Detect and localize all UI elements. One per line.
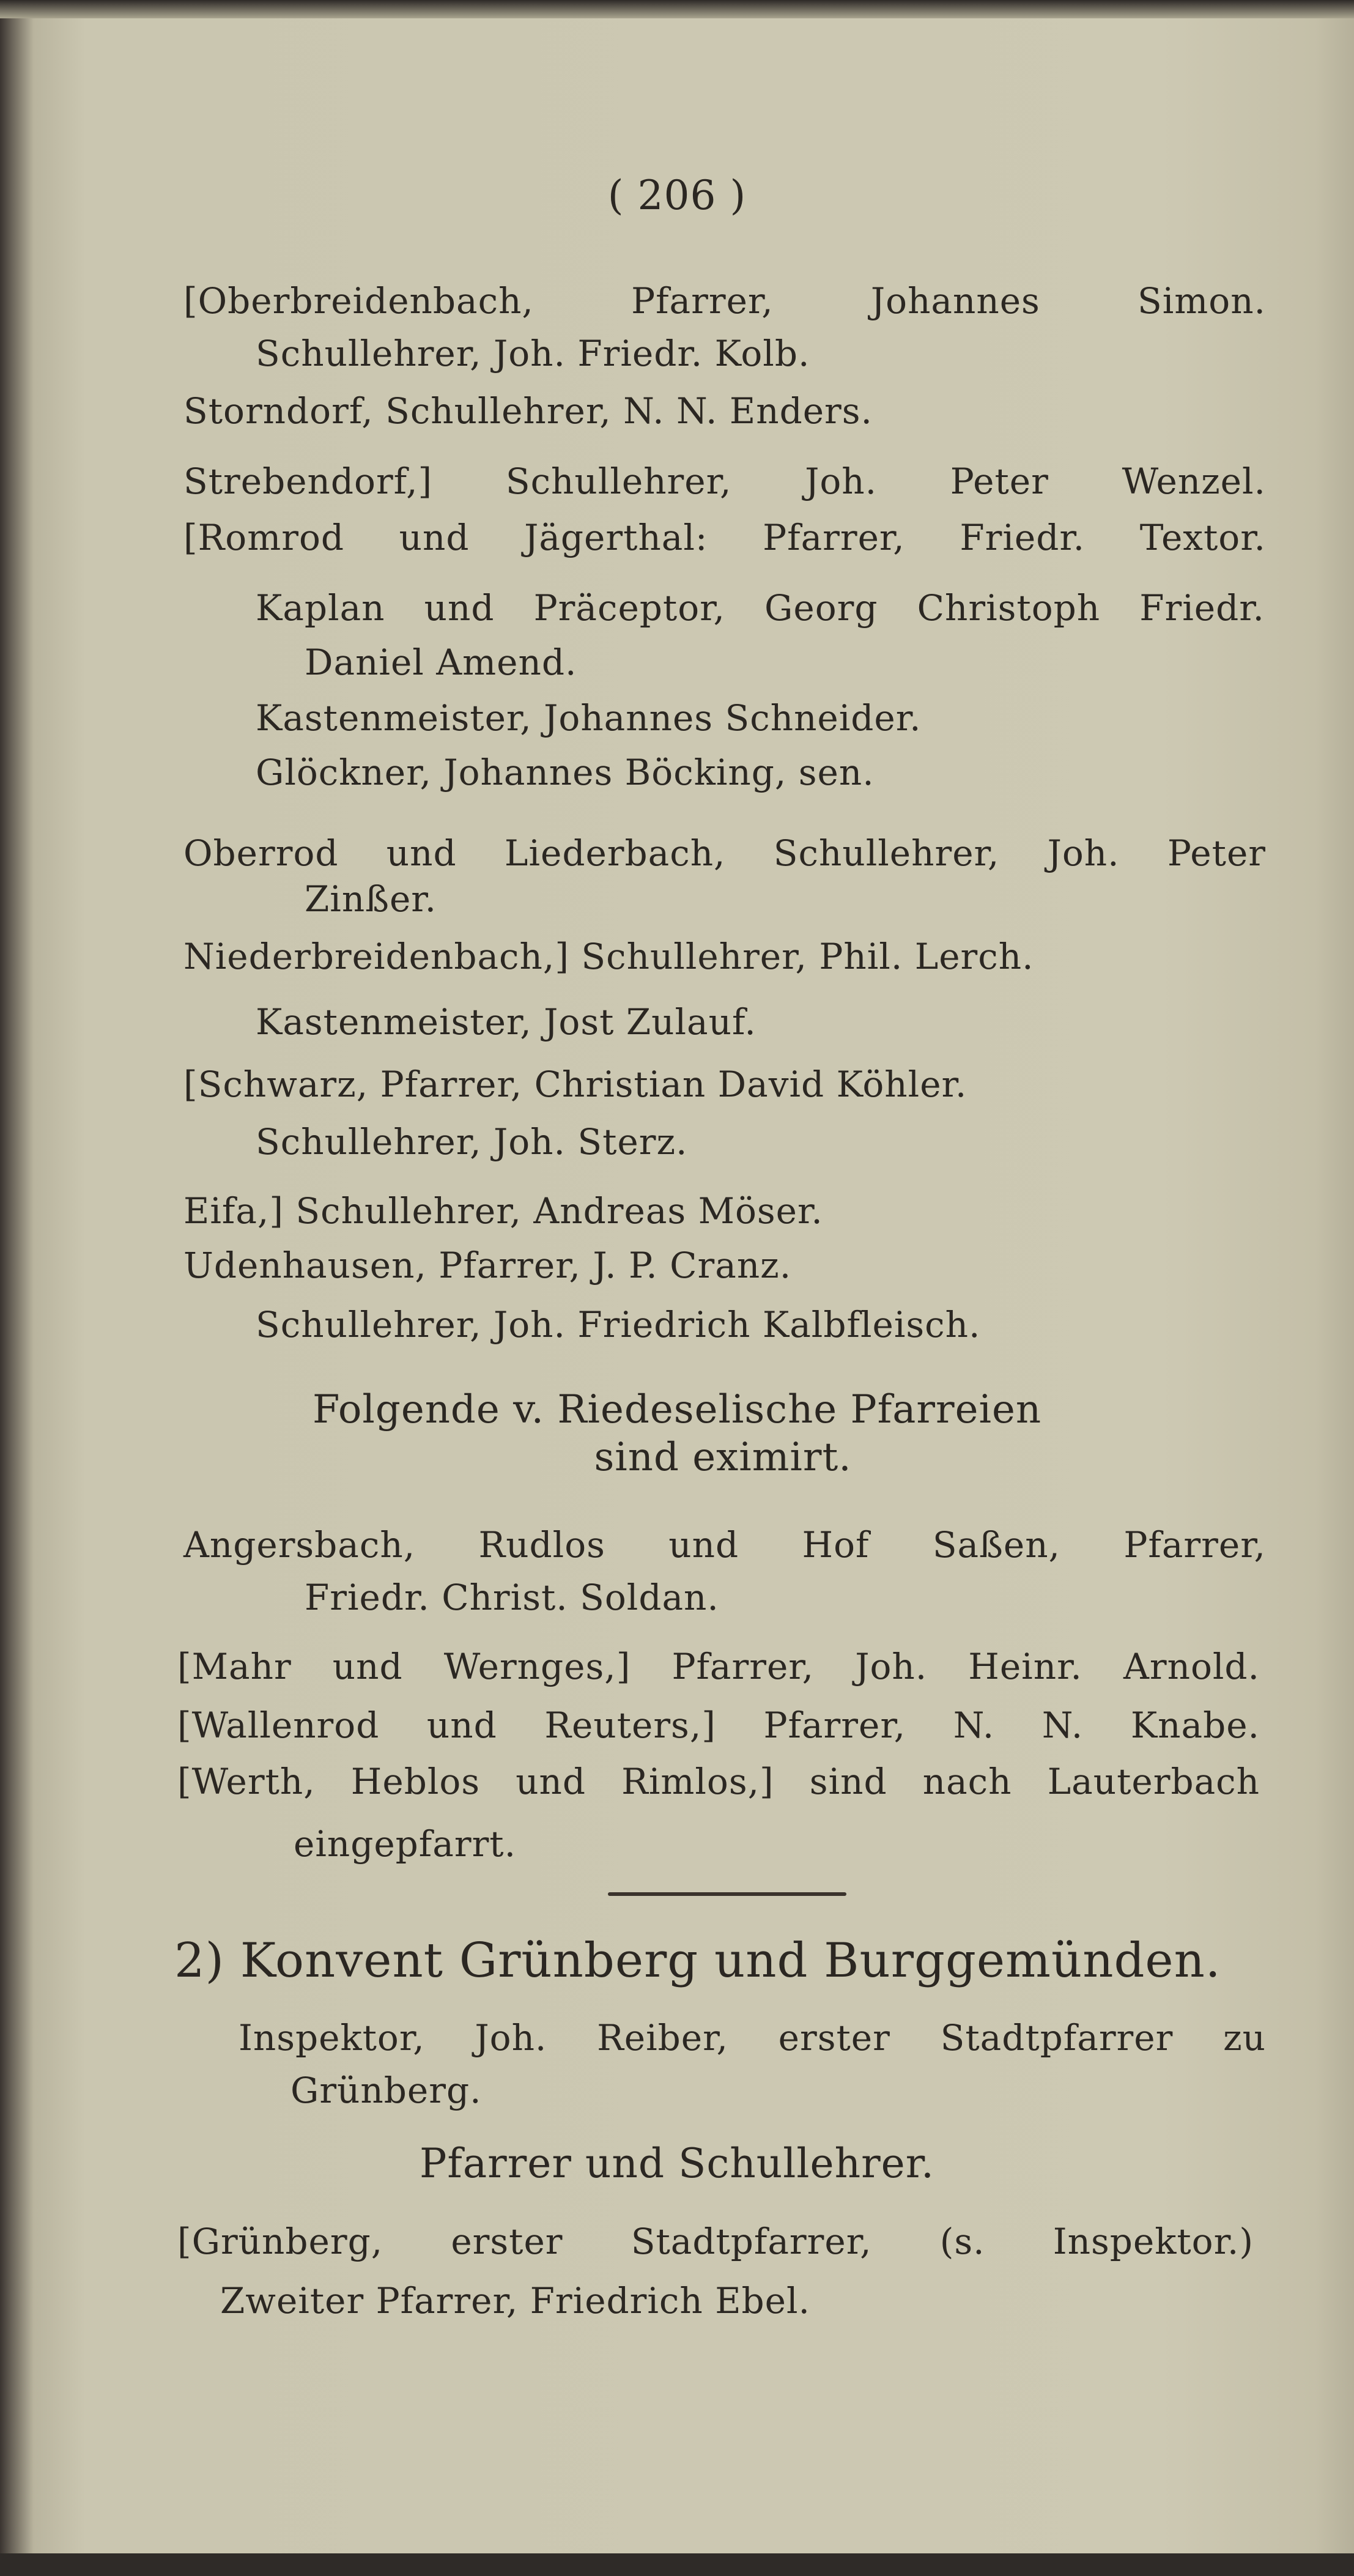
text-line: Kastenmeister, Johannes Schneider. [256, 697, 922, 739]
text-line: Grünberg. [290, 2070, 482, 2111]
text-line: Kastenmeister, Jost Zulauf. [256, 1001, 757, 1043]
text-line: Oberrod und Liederbach, Schullehrer, Joh. Peter [183, 832, 1266, 874]
page-number: ( 206 ) [607, 172, 747, 219]
text-line: Inspektor, Joh. Reiber, erster Stadtpfarrer zu [239, 2017, 1266, 2059]
text-line: Angersbach, Rudlos und Hof Saßen, Pfarrer, [183, 1524, 1266, 1566]
section-divider [608, 1892, 846, 1896]
text-line: Zinßer. [305, 878, 437, 920]
text-line: Schullehrer, Joh. Sterz. [256, 1121, 688, 1163]
section-title: 2) Konvent Grünberg und Burggemünden. [174, 1933, 1221, 1988]
text-line: Strebendorf,] Schullehrer, Joh. Peter Wenzel. [183, 461, 1266, 502]
section-heading: Folgende v. Riedeselische Pfarreien [312, 1387, 1042, 1432]
text-line: Zweiter Pfarrer, Friedrich Ebel. [220, 2280, 810, 2322]
scan-bottom-edge [0, 2553, 1354, 2576]
text-line: Niederbreidenbach,] Schullehrer, Phil. Lerch. [183, 936, 1034, 977]
text-line: Glöckner, Johannes Böcking, sen. [256, 752, 875, 793]
text-line: Eifa,] Schullehrer, Andreas Möser. [183, 1190, 823, 1232]
text-line: Kaplan und Präceptor, Georg Christoph Friedr. [256, 587, 1265, 629]
text-line: [Romrod und Jägerthal: Pfarrer, Friedr. Textor. [183, 517, 1266, 558]
text-line: Udenhausen, Pfarrer, J. P. Cranz. [183, 1245, 792, 1286]
scan-top-edge [0, 0, 1354, 18]
text-line: [Wallenrod und Reuters,] Pfarrer, N. N. Knabe. [177, 1704, 1260, 1746]
section-heading: sind eximirt. [594, 1435, 852, 1480]
text-line: [Mahr und Wernges,] Pfarrer, Joh. Heinr. Arnold. [177, 1646, 1260, 1687]
text-line: [Oberbreidenbach, Pfarrer, Johannes Simon. [183, 280, 1266, 322]
text-line: Schullehrer, Joh. Friedrich Kalbfleisch. [256, 1304, 981, 1345]
text-line: [Grünberg, erster Stadtpfarrer, (s. Inspektor.) [177, 2221, 1254, 2262]
text-line: eingepfarrt. [294, 1823, 517, 1865]
text-line: [Schwarz, Pfarrer, Christian David Köhler. [183, 1064, 967, 1105]
text-line: [Werth, Heblos und Rimlos,] sind nach Lauterbach [177, 1761, 1260, 1802]
text-line: Storndorf, Schullehrer, N. N. Enders. [183, 390, 873, 432]
text-line: Friedr. Christ. Soldan. [305, 1577, 719, 1618]
text-line: Daniel Amend. [305, 642, 577, 683]
text-line: Schullehrer, Joh. Friedr. Kolb. [256, 333, 810, 374]
subsection-heading: Pfarrer und Schullehrer. [420, 2140, 934, 2187]
